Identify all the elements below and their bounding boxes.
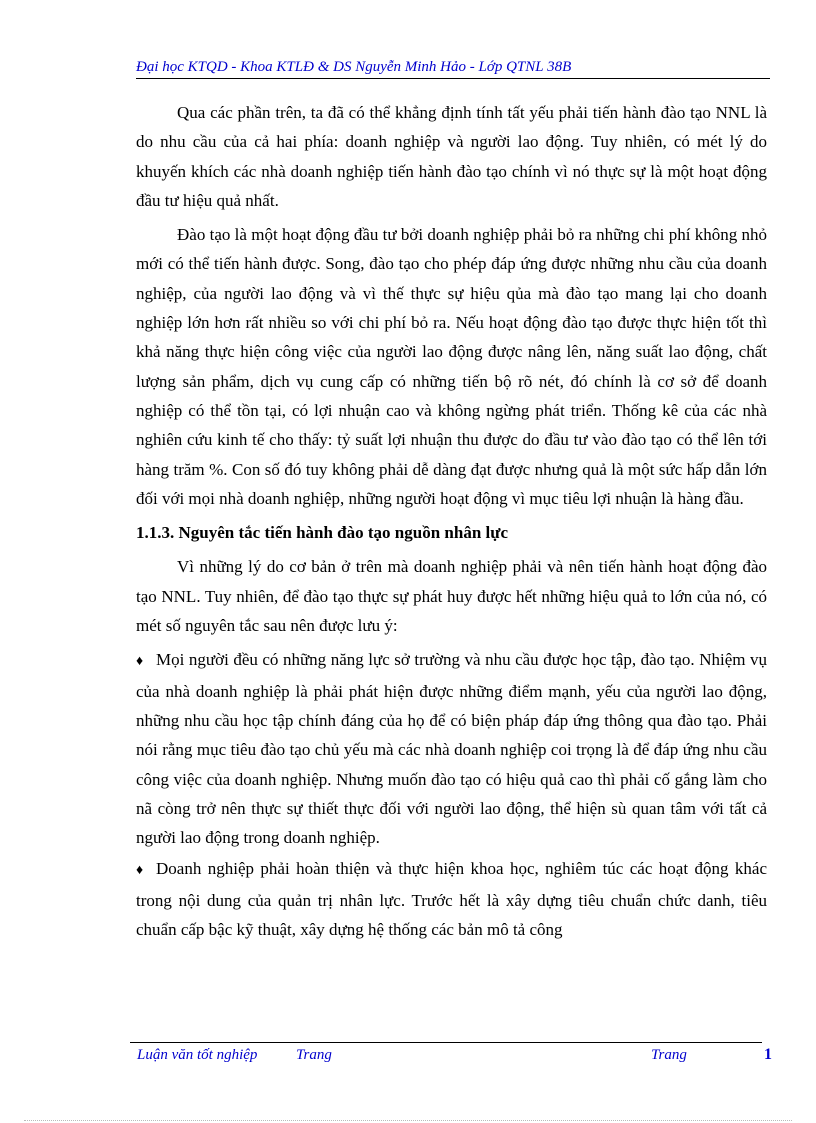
footer-page-label: Trang xyxy=(296,1047,332,1063)
footer-title: Luận văn tốt nghiệp xyxy=(137,1047,258,1063)
diamond-bullet-icon: ♦ xyxy=(136,654,144,670)
paragraph-2: Đào tạo là một hoạt động đầu tư bởi doanh nghiệp phải bỏ ra những chi phí không nhỏ mới có thể tiến hành được. Song, đào tạo cho phép đáp ứng được những nhu cầu của doanh nghiệp, của người lao động và vì thế thực sự hiệu qủa mà đào tạo mang lại cho doanh nghiệp lớn hơn rất nhiều so với chi phí bỏ ra. Nếu hoạt động đào tạo được thực hiện tốt thì khả năng thực hiện công việc của người lao động được nâng lên, năng suất lao động, chất lượng sản phẩm, dịch vụ cung cấp có những tiến bộ rõ nét, đó chính là cơ sở để doanh nghiệp có thể tồn tại, có lợi nhuận cao và không ngừng phát triển. Thống kê của các nhà nghiên cứu kinh tế cho thấy: tỷ suất lợi nhuận thu được do đầu tư vào đào tạo có thể lên tới hàng trăm %. Con số đó tuy không phải dễ dàng đạt được nhưng quả là một sức hấp dẫn lớn đối với mọi nhà doanh nghiệp, những người hoạt động vì mục tiêu lợi nhuận là hàng đầu. xyxy=(136,225,767,508)
body-text xyxy=(136,98,767,946)
footer-divider xyxy=(130,1042,762,1043)
section-heading: 1.1.3. Nguyên tắc tiến hành đào tạo nguồn nhân lực xyxy=(136,523,508,543)
footer-page-label-right: Trang xyxy=(651,1047,687,1063)
paragraph-1: Qua các phần trên, ta đã có thể khẳng định tính tất yếu phải tiến hành đào tạo NNL là do nhu cầu của cả hai phía: doanh nghiệp và người lao động. Tuy nhiên, có mét lý do khuyến khích các nhà doanh nghiệp tiến hành đào tạo chính vì nó thực sự là một hoạt động đầu tư hiệu quả nhất. xyxy=(136,103,767,210)
bullet-text-2: Doanh nghiệp phải hoàn thiện và thực hiện khoa học, nghiêm túc các hoạt động khác trong nội dung của quản trị nhân lực. Trước hết là xây dựng tiêu chuẩn chức danh, tiêu chuẩn cấp bậc kỹ thuật, xây dựng hệ thống các bản mô tả công xyxy=(136,859,767,940)
paragraph-3: Vì những lý do cơ bản ở trên mà doanh nghiệp phải và nên tiến hành hoạt động đào tạo NNL. Tuy nhiên, để đào tạo thực sự phát huy được hết những hiệu quả to lớn của nó, có mét số nguyên tắc sau nên được lưu ý: xyxy=(136,557,767,636)
bullet-text-1: Mọi người đều có những năng lực sở trường và nhu cầu được học tập, đào tạo. Nhiệm vụ của nhà doanh nghiệp là phải phát hiện được những điểm mạnh, yếu của người lao động, những nhu cầu học tập chính đáng của họ để có biện pháp đáp ứng thông qua đào tạo. Phải nói rằng mục tiêu đào tạo chủ yếu mà các nhà doanh nghiệp coi trọng là để đáp ứng nhu cầu công việc của doanh nghiệp. Nhưng muốn đào tạo có hiệu quả cao thì phải cố gắng làm cho nã còng trở nên thực sự thiết thực đối với người lao động, thể hiện sù quan tâm với tất cả người lao động trong doanh nghiệp. xyxy=(136,650,767,848)
page-header: Đại học KTQD - Khoa KTLĐ & DS Nguyễn Minh Hảo - Lớp QTNL 38B xyxy=(136,58,770,79)
page-bottom-divider xyxy=(24,1120,792,1121)
diamond-bullet-icon: ♦ xyxy=(136,863,144,879)
bullet-item-1 xyxy=(136,645,767,852)
bullet-item-2 xyxy=(136,854,767,944)
page-number: 1 xyxy=(764,1046,772,1063)
